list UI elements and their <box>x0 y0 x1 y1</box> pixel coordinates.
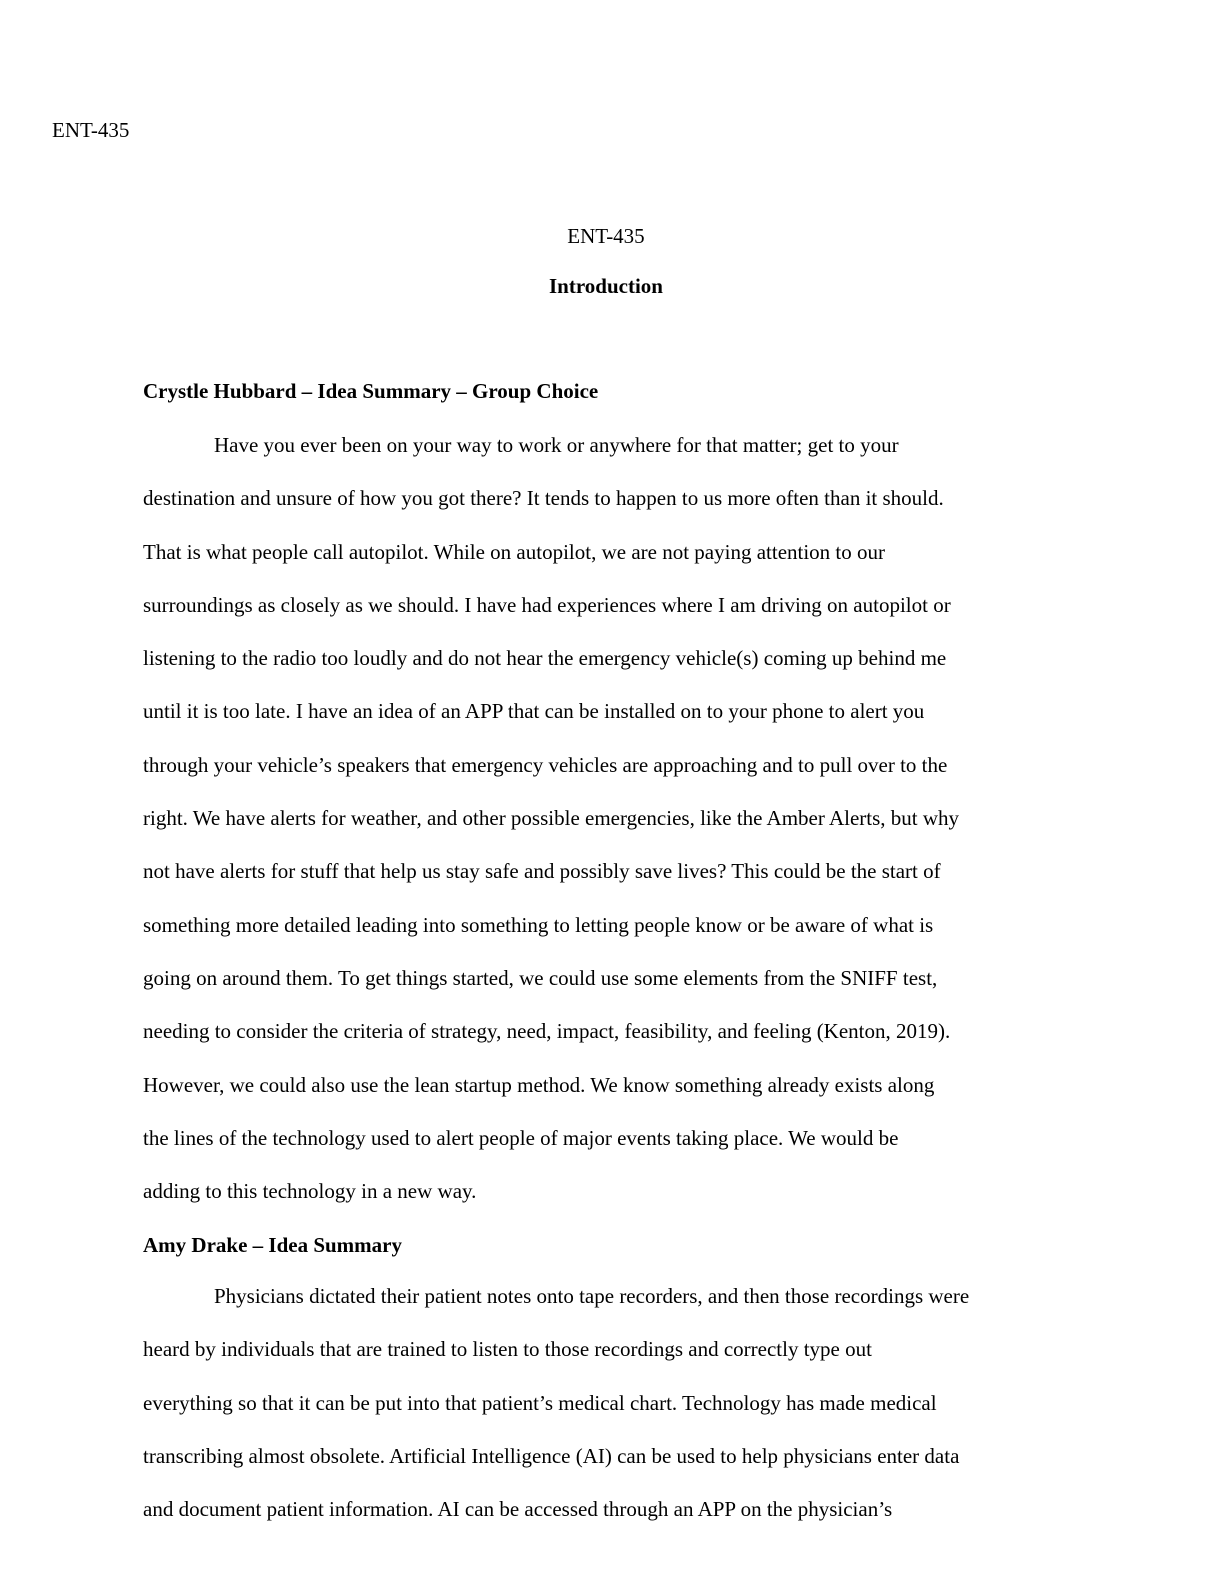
paragraph-line: through your vehicle’s speakers that emergency vehicles are approaching and to pull over to the <box>143 752 948 777</box>
section-heading-amy-drake: Amy Drake – Idea Summary <box>143 1233 402 1257</box>
paragraph-line: the lines of the technology used to alert people of major events taking place. We would be <box>143 1125 899 1150</box>
paragraph-line: However, we could also use the lean startup method. We know something already exists along <box>143 1072 935 1097</box>
paragraph-line: Physicians dictated their patient notes onto tape recorders, and then those recordings were <box>214 1284 970 1308</box>
paragraph-line: not have alerts for stuff that help us stay safe and possibly save lives? This could be the start of <box>143 859 941 884</box>
paragraph-line: That is what people call autopilot. While on autopilot, we are not paying attention to our <box>143 539 886 564</box>
paragraph-line: transcribing almost obsolete. Artificial Intelligence (AI) can be used to help physicians enter data <box>143 1443 960 1468</box>
course-title: ENT-435 <box>567 224 645 248</box>
running-head: ENT-435 <box>52 118 130 142</box>
paragraph-line: destination and unsure of how you got there? It tends to happen to us more often than it should. <box>143 486 944 511</box>
paragraph-line: surroundings as closely as we should. I have had experiences where I am driving on autopilot or <box>143 592 951 617</box>
paragraph-line: going on around them. To get things started, we could use some elements from the SNIFF test, <box>143 965 938 990</box>
paragraph-line: everything so that it can be put into that patient’s medical chart. Technology has made medical <box>143 1390 937 1415</box>
section-heading-crystle-hubbard: Crystle Hubbard – Idea Summary – Group Choice <box>143 379 599 403</box>
paragraph-line: needing to consider the criteria of strategy, need, impact, feasibility, and feeling (Kenton, 2019). <box>143 1019 951 1044</box>
section-body-crystle-hubbard <box>143 419 1083 1218</box>
paragraph-line: Have you ever been on your way to work or anywhere for that matter; get to your <box>214 433 899 457</box>
section-body-amy-drake <box>143 1270 1083 1536</box>
paragraph-line: something more detailed leading into something to letting people know or be aware of what is <box>143 912 934 937</box>
paragraph-line: adding to this technology in a new way. <box>143 1179 477 1204</box>
paragraph-line: heard by individuals that are trained to listen to those recordings and correctly type out <box>143 1337 872 1362</box>
section-title: Introduction <box>549 274 663 298</box>
paragraph-line: and document patient information. AI can be accessed through an APP on the physician’s <box>143 1497 893 1522</box>
paragraph-line: until it is too late. I have an idea of an APP that can be installed on to your phone to alert you <box>143 699 925 724</box>
paragraph-line: listening to the radio too loudly and do not hear the emergency vehicle(s) coming up behind me <box>143 646 947 671</box>
paragraph-line: right. We have alerts for weather, and other possible emergencies, like the Amber Alerts, but why <box>143 806 960 831</box>
